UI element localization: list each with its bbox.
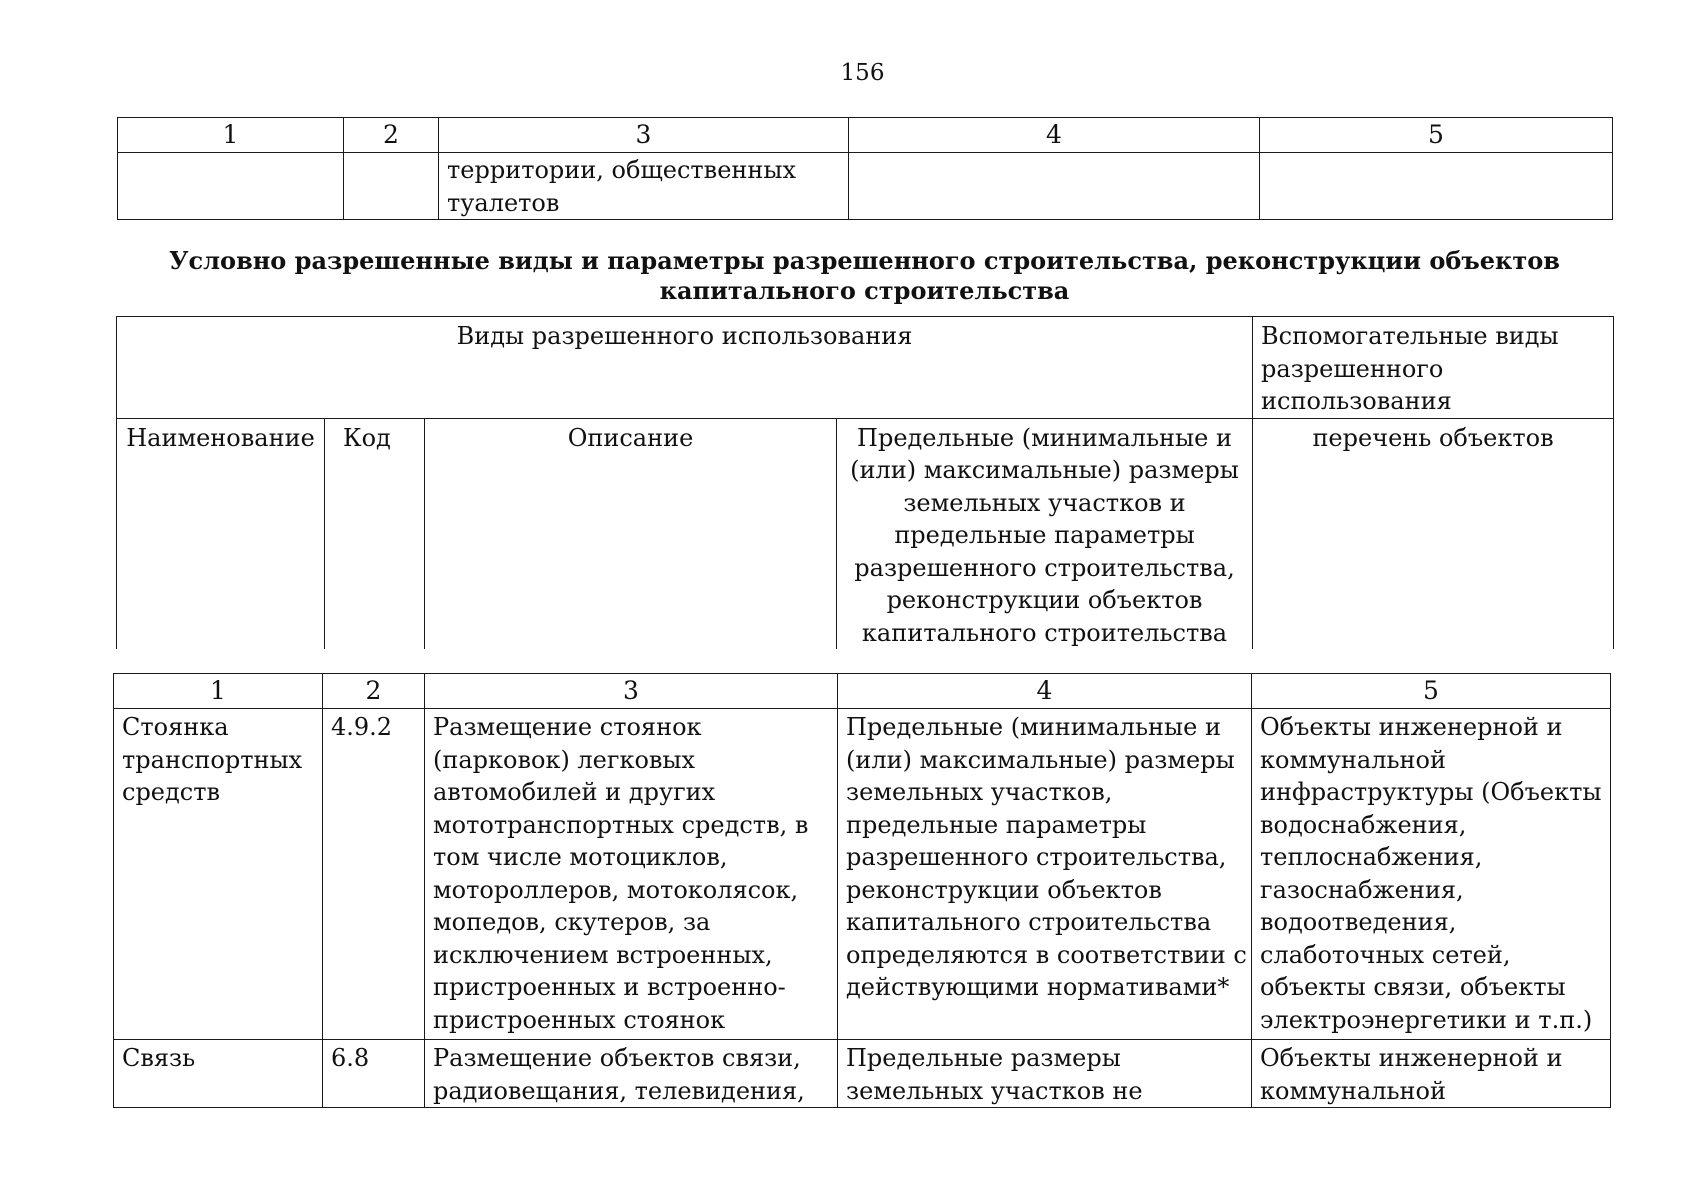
header-table [116, 316, 1614, 649]
use-limits: Предельные размеры земельных участков не [838, 1040, 1252, 1108]
column-number: 3 [439, 118, 849, 153]
column-number-row [118, 118, 1613, 153]
column-number: 2 [344, 118, 439, 153]
table-row [118, 153, 1613, 220]
column-number: 5 [1252, 674, 1611, 709]
column-number: 4 [849, 118, 1260, 153]
use-description: Размещение объектов связи, радиовещания, телевидения, [425, 1040, 838, 1108]
header-group-row [117, 317, 1614, 419]
table-cell [118, 153, 344, 220]
use-name: Связь [114, 1040, 323, 1108]
auxiliary-objects: Объекты инженерной и коммунальной [1252, 1040, 1611, 1108]
auxiliary-uses-header: Вспомогательные виды разрешенного использования [1253, 317, 1614, 419]
use-code: 4.9.2 [323, 709, 425, 1040]
column-header-description: Описание [425, 418, 837, 649]
auxiliary-objects: Объекты инженерной и коммунальной инфраструктуры (Объекты водоснабжения, теплоснабжения, газоснабжения, водоотведения, слаботочных сетей, объекты связи, объекты электроэнергетики и т.п.) [1252, 709, 1611, 1040]
use-name: Стоянка транспортных средств [114, 709, 323, 1040]
table-cell [344, 153, 439, 220]
permitted-uses-group-header: Виды разрешенного использования [117, 317, 1253, 419]
column-number: 3 [425, 674, 838, 709]
column-header-code: Код [325, 418, 425, 649]
column-number-row [114, 674, 1611, 709]
column-number: 2 [323, 674, 425, 709]
column-number: 1 [114, 674, 323, 709]
section-heading: Условно разрешенные виды и параметры разрешенного строительства, реконструкции объектов капитального строительства [169, 246, 1560, 305]
use-code: 6.8 [323, 1040, 425, 1108]
column-header-objects: перечень объектов [1253, 418, 1614, 649]
use-limits: Предельные (минимальные и (или) максимальные) размеры земельных участков, предельные параметры разрешенного строительства, реконструкции объектов капитального строительства определяются в соответствии с действующими нормативами* [838, 709, 1252, 1040]
table-cell [1260, 153, 1613, 220]
table-cell [849, 153, 1260, 220]
continuation-table [117, 117, 1613, 220]
column-number: 1 [118, 118, 344, 153]
column-number: 4 [838, 674, 1252, 709]
column-header-limits: Предельные (минимальные и (или) максимальные) размеры земельных участков и предельные параметры разрешенного строительства, реконструкции объектов капитального строительства [837, 418, 1253, 649]
table-cell: территории, общественных туалетов [439, 153, 849, 220]
table-row [114, 1040, 1611, 1108]
header-columns-row [117, 418, 1614, 649]
table-row [114, 709, 1611, 1040]
column-header-name: Наименование [117, 418, 325, 649]
page-number: 156 [840, 60, 885, 86]
use-description: Размещение стоянок (парковок) легковых автомобилей и других мототранспортных средств, в том числе мотоциклов, мотороллеров, мотоколясок, мопедов, скутеров, за исключением встроенных, пристроенных и встроенно-пристроенных стоянок [425, 709, 838, 1040]
column-number: 5 [1260, 118, 1613, 153]
permitted-uses-table [113, 673, 1611, 1108]
